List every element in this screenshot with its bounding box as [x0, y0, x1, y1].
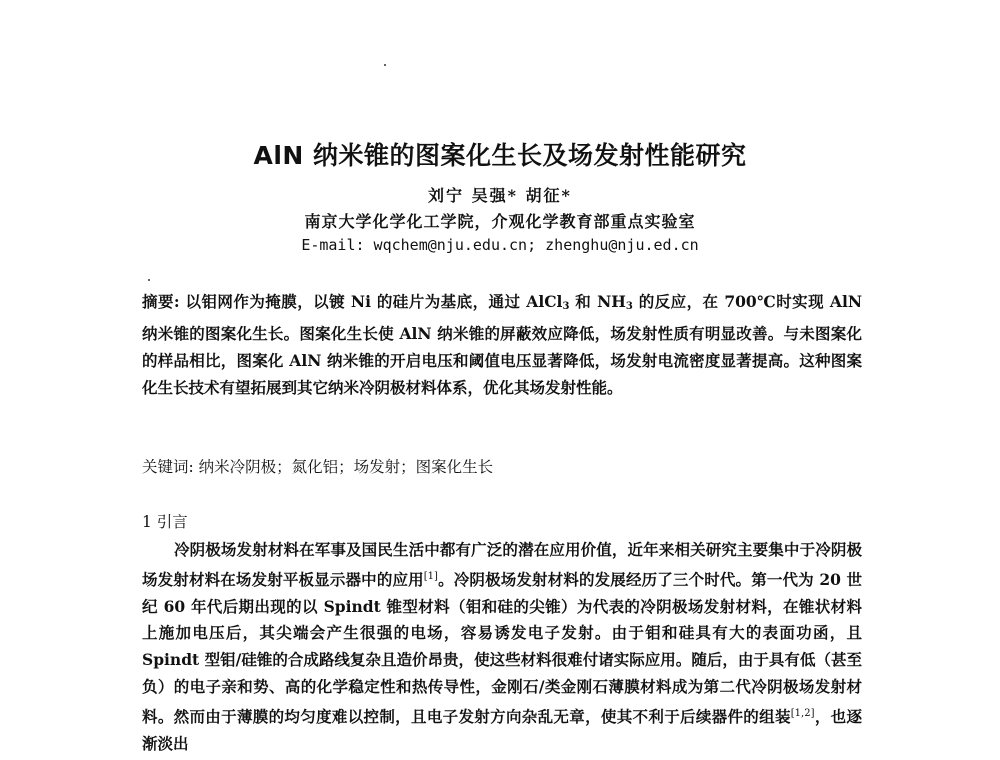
paper-title: AlN 纳米锥的图案化生长及场发射性能研究	[253, 141, 747, 170]
scan-speck	[384, 64, 386, 66]
keywords-text: 纳米冷阴极；氮化铝；场发射；图案化生长	[198, 458, 494, 476]
keywords	[142, 455, 862, 479]
scan-speck	[148, 279, 150, 281]
keywords-label: 关键词:	[142, 458, 199, 476]
abstract-text: 以钼网作为掩膜，以镀 Ni 的硅片为基底，通过 AlCl	[185, 292, 563, 311]
paragraph-text: 冷阴极场发射材料在军事及国民生活中都有广泛的潜在应用价值，近年来相关研究主要集中于冷阴极场发射材料在场发射平板显示器中的应用	[142, 540, 862, 589]
citation: [1,2]	[790, 707, 815, 719]
author-list: 刘宁 吴强* 胡征*	[428, 186, 572, 205]
abstract	[142, 288, 862, 401]
section-heading: 1 引言	[142, 513, 188, 531]
paragraph-text: 。冷阴极场发射材料的发展经历了三个时代。第一代为 20 世纪 60 年代后期出现的以 Spindt 锥型材料（钼和硅的尖锥）为代表的冷阴极场发射材料，在锥状材料上施加电压后，其尖端会产生很强的电场，容易诱发电子发射。由于钼和硅具有大的表面功函，且 Spindt 型钼/硅锥的合成路线复杂且造价昂贵，使这些材料很难付诸实际应用。随后，由于具有低（甚至负）的电子亲和势、高的化学稳定性和热传导性，金刚石/类金刚石薄膜材料成为第二代冷阴极场发射材料。然而由于薄膜的均匀度难以控制，且电子发射方向杂乱无章，使其不利于后续器件的组装	[142, 569, 862, 726]
introduction-paragraph	[142, 537, 862, 757]
subscript: 3	[625, 301, 633, 312]
abstract-text: 和 NH	[569, 292, 626, 311]
subscript: 3	[562, 301, 570, 312]
contact-email: E-mail: wqchem@nju.edu.cn; zhenghu@nju.ed.cn	[301, 236, 699, 254]
affiliation: 南京大学化学化工学院，介观化学教育部重点实验室	[304, 212, 696, 231]
paragraph-text: ，也逐渐淡出	[142, 706, 862, 753]
citation: [1]	[423, 570, 438, 582]
abstract-text: 的反应，在 700℃时实现 AlN 纳米锥的图案化生长。图案化生长使 AlN 纳米锥的屏蔽效应降低，场发射性质有明显改善。与未图案化的样品相比，图案化 AlN 纳米锥的开启电压和阈值电压显著降低，场发射电流密度显著提高。这种图案化生长技术有望拓展到其它纳米冷阴极材料体系，优化其场发射性能。	[142, 292, 863, 397]
abstract-label: 摘要:	[142, 292, 186, 311]
